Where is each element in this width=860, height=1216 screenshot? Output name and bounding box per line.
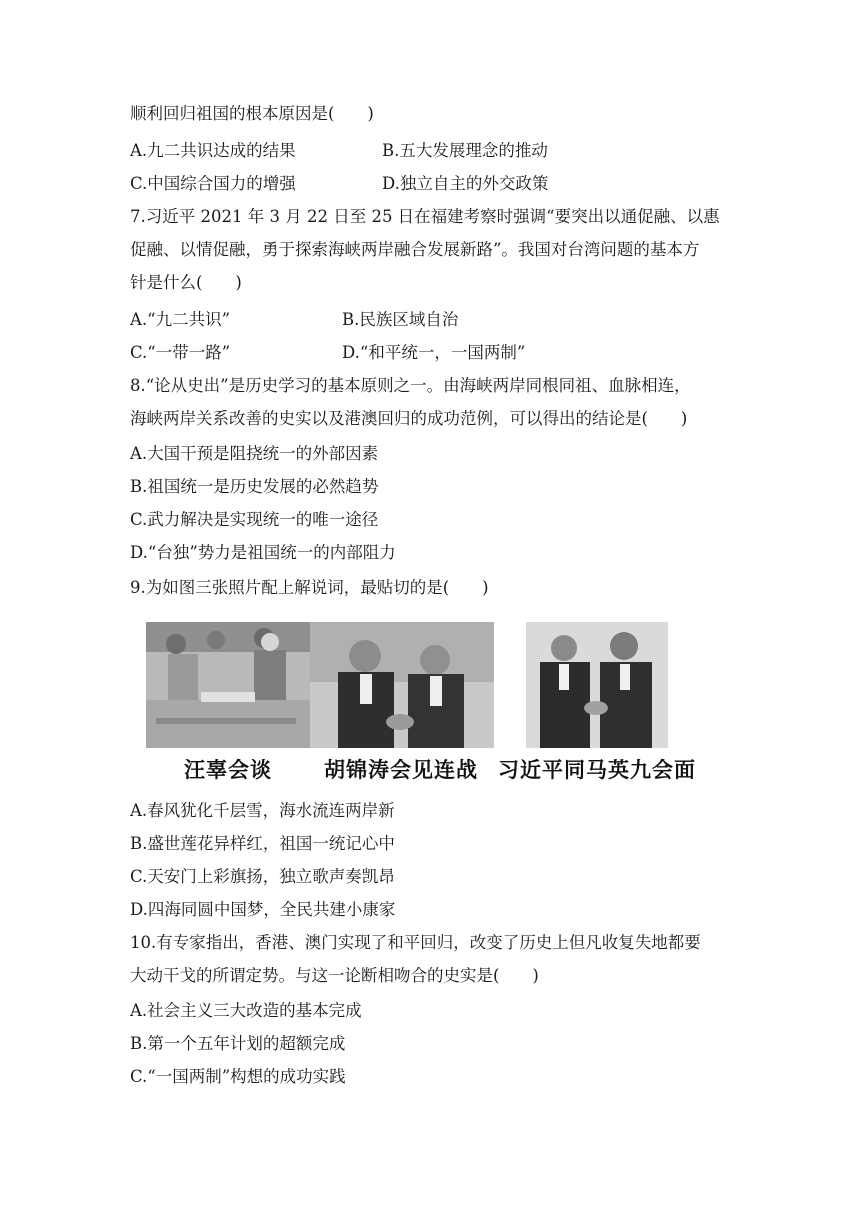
q10-stem-line-1: 10.有专家指出，香港、澳门实现了和平回归，改变了历史上但凡收复失地都要: [130, 933, 701, 952]
q9-option-c: C.天安门上彩旗扬，独立歌声奏凯昂: [130, 867, 395, 886]
photo-xi-ma-meeting: [526, 622, 668, 748]
q8-option-a: A.大国干预是阻挠统一的外部因素: [130, 444, 379, 463]
q6-option-a: A.九二共识达成的结果: [130, 141, 296, 160]
q10-option-b: B.第一个五年计划的超额完成: [130, 1034, 346, 1053]
photo-caption-3: 习近平同马英九会面: [498, 758, 696, 782]
q8-stem-line-1: 8.“论从史出”是历史学习的基本原则之一。由海峡两岸同根同祖、血脉相连，: [130, 376, 691, 395]
q10-stem-line-2: 大动干戈的所谓定势。与这一论断相吻合的史实是( ): [130, 966, 539, 985]
q8-option-b: B.祖国统一是历史发展的必然趋势: [130, 477, 379, 496]
q10-option-a: A.社会主义三大改造的基本完成: [130, 1001, 362, 1020]
q7-option-c: C.“一带一路”: [130, 343, 231, 362]
q9-photo-strip: [146, 622, 706, 787]
q9-option-b: B.盛世莲花异样红，祖国一统记心中: [130, 834, 395, 853]
q7-stem-line-1: 7.习近平 2021 年 3 月 22 日至 25 日在福建考察时强调“要突出以通促融、以惠: [130, 207, 720, 226]
q8-option-d: D.“台独”势力是祖国统一的内部阻力: [130, 543, 396, 562]
photo-wang-gu-talks: [146, 622, 310, 748]
q6-option-d: D.独立自主的外交政策: [382, 174, 549, 193]
q7-option-d: D.“和平统一，一国两制”: [342, 343, 526, 362]
photo-hu-lien-meeting: [310, 622, 494, 748]
q9-option-a: A.春风犹化千层雪，海水流连两岸新: [130, 801, 395, 820]
q8-option-c: C.武力解决是实现统一的唯一途径: [130, 510, 379, 529]
q6-option-b: B.五大发展理念的推动: [382, 141, 548, 160]
q9-stem: 9.为如图三张照片配上解说词，最贴切的是( ): [130, 578, 489, 597]
q7-stem-line-3: 针是什么( ): [130, 273, 242, 292]
photo-caption-2: 胡锦涛会见连战: [324, 758, 478, 782]
q7-option-a: A.“九二共识”: [130, 310, 231, 329]
q7-stem-line-2: 促融、以情促融，勇于探索海峡两岸融合发展新路”。我国对台湾问题的基本方: [130, 240, 700, 259]
q8-stem-line-2: 海峡两岸关系改善的史实以及港澳回归的成功范例，可以得出的结论是( ): [130, 409, 688, 428]
q7-option-b: B.民族区域自治: [342, 310, 459, 329]
q9-option-d: D.四海同圆中国梦，全民共建小康家: [130, 900, 396, 919]
q6-option-c: C.中国综合国力的增强: [130, 174, 296, 193]
photo-caption-1: 汪辜会谈: [184, 758, 272, 782]
q6-stem-end: 顺利回归祖国的根本原因是( ): [130, 104, 374, 123]
q10-option-c: C.“一国两制”构想的成功实践: [130, 1067, 346, 1086]
